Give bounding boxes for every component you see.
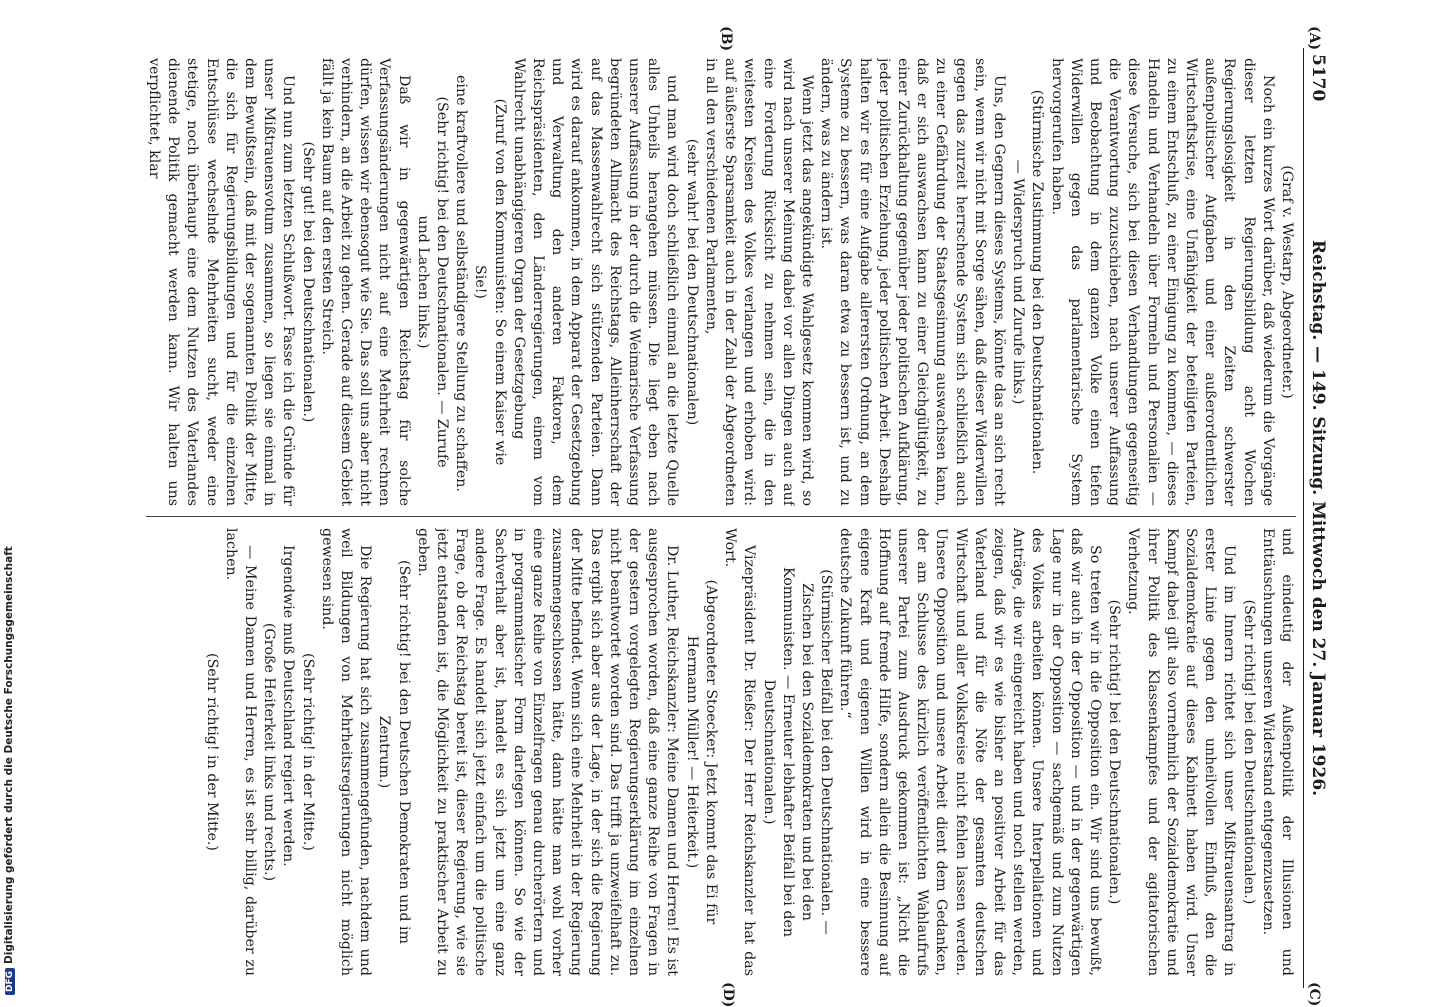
dfg-logo: DFG [5,968,15,995]
speech-paragraph: und eindeutig der Außenpolitik der Illusionen und Enttäuschungen unseren Widerstand entgegenzusetzen. [1259,528,1295,976]
speech-paragraph: Uns, den Gegnern dieses Systems, könnte das an sich recht sein, wenn wir nicht mit Sorge sähen, daß dieser Widerwillen gegen das zurzeit herrschende System sich schließlich auch zu einer Gefährdung der Staatsgesinnung auswachsen kann, daß er sich auswachsen kann zu einer Gleichgültigkeit, zu einer Zurückhaltung gegenüber jeder politischen Aufklärung, jeder politischen Erziehung, jeder politischen Arbeit. Deshalb halten wir es für eine Aufgabe allerersten Ordnung, an dem Systeme zu bessern, was daran etwa zu bessern ist, und zu ändern, was zu ändern ist. [818,58,1007,506]
speech-paragraph: Und im Innern richtet sich unser Mißtrauensantrag in erster Linie gegen den unheilvollen Einfluß, den die Sozialdemokratie auf dieses Kabinett haben wird. Unser Kampf dabei gilt also vornehmlich der Sozialdemokratie und ihrer Politik des Klassenkampfes und der agitatorischen Verhetzung. [1125,528,1238,976]
interjection-remark: (Große Heiterkeit links und rechts.) [261,622,278,882]
speech-paragraph: Wenn jetzt das angekündigte Wahlgesetz kommen wird, so wird nach unserer Meinung dabei vor allen Dingen auch auf eine Forderung Rücksicht zu nehmen sein, die in den weitesten Kreisen des Volkes verlangen und erhoben wird: auf äußerste Sparsamkeit auch in der Zahl der Abgeordneten in all den verschiedenen Parlamenten, [702,58,815,506]
left-column [111,58,1296,506]
page-number: 5170 [1308,54,1328,102]
speech-paragraph: und man wird doch schließlich einmal an die letzte Quelle alles Unheils herangehen müssen. Die liegt eben nach unserer Auffassung in der durch die Weimarische Verfassung begründeten Allmacht des Reichstags, Alleinherrschaft der auf das Massenwahlrecht sich stützenden Parteien. Dann wird es darauf ankommen, in dem Apparat der Gesetzgebung und Verwaltung den anderen Faktoren, dem Reichspräsidenten, den Länderregierungen, einem vom Wahlrecht unabhängigeren Organ der Gesetzgebung [510,58,681,506]
speech-paragraph: — Meine Damen und Herren, es ist sehr billig, darüber zu lachen. [222,528,259,976]
margin-marker-d: (D) [720,982,736,1007]
speech-paragraph: Irgendwie muß Deutschland regiert werden. [280,545,297,867]
speech-paragraph: Und nun zum letzten Schlußwort. Fasse ich die Gründe für unser Mißtrauensvotum zusammen, so liegen sie einmal in dem Bewußtsein, daß mit der sogenannten Politik der Mitte, die sich für Regierungsbildungen und für die einzelnen Entschlüsse wechselnde Mehrheiten sucht, weder eine stetige, noch überhaupt eine dem Nutzen des Vaterlandes dienende Politik gemacht werden kann. Wir halten uns verpflichtet, klar [146,58,297,506]
speech-paragraph: Noch ein kurzes Wort darüber, daß wiederum die Vorgänge dieser letzten Regierungsbildung acht Wochen Regierungslosigkeit in den Zeiten schwerster außenpolitischer Aufgaben und einer außerordentlichen Wirtschaftskrise, eine Unfähigkeit der beteiligten Parteien, zu einem Entschluß, zu einer Einigung zu kommen, — dieses Handeln und Verhandeln über Formeln und Personalien — diese Versuche, sich bei diesen Verhandlungen gegenseitig die Verantwortung zuzuschieben, nach unserer Auffassung und Beobachtung in dem ganzen Volke einen tiefen Widerwillen gegen das parlamentarische System hervorgerufen haben. [1048,58,1276,506]
speech-paragraph: Daß wir in gegenwärtigen Reichstag für solche Verfassungsänderungen nicht auf eine Mehrheit rechnen dürfen, wissen wir ebensogut wie Sie. Das soll uns aber nicht verhindern, an die Arbeit zu gehen. Gerade auf diesem Gebiet fällt ja kein Baum auf den ersten Streich. [318,58,412,506]
page-title: Reichstag. — 149. Sitzung. Mittwoch den 27. Januar 1926. [1308,239,1328,797]
speech-paragraph: So treten wir in die Opposition ein. Wir sind uns bewußt, daß wir auch in der Opposition — und in der gegenwärtigen Lage nur in der Opposition — sachgemäß und zum Nutzen des Volkes arbeiten können. Unsere Interpellationen und Anträge, die wir eingereicht haben und noch stellen werden, zeigen, daß wir es wie bisher an positiver Arbeit für das Vaterland und für die Nöte der gesamten deutschen Wirtschaft und aller Volkskreise nicht fehlen lassen werden. Unsere Opposition und unsere Arbeit dient dem Gedanken, der am Schlusse des kürzlich veröffentlichten Wahlaufrufs unserer Partei zum Ausdruck gekommen ist: „Nicht die Hoffnung auf fremde Hilfe, sondern allein die Besinnung auf eigene Kraft und eigenen Willen wird in eine bessere deutsche Zukunft führen.“ [837,528,1103,976]
interjection-remark: (Sehr richtig! bei den Deutschnationalen.) [1240,599,1257,905]
scanned-page [105,26,1330,1007]
running-head [1303,48,1330,988]
interjection-remark: (Stürmischer Beifall bei den Deutschnationalen. — Zischen bei den Sozialdemokraten und bei den Kommunisten. — Erneuter lebhafter Beifall bei den Deutschnationalen.) [760,567,835,937]
interjection-remark: (Zuruf von den Kommunisten: So einem Kaiser wie Sie!) [472,98,508,466]
column-divider [146,516,1296,517]
funding-credit [3,546,15,995]
funding-credit-sidebar [2,0,20,1000]
interjection-remark: (sehr wahr! bei den Deutschnationalen) [683,138,700,426]
interjection-remark: (Sehr richtig! bei den Deutschnationalen. — Zurufe und Lachen links.) [414,96,451,468]
interjection-remark: (Sehr richtig! in der Mitte.) [203,653,220,851]
speech-paragraph: eine kraftvollere und selbständigere Stellung zu schaffen. [453,75,470,492]
interjection-remark: (Sehr richtig! bei den Deutschen Demokraten und im Zentrum.) [376,560,412,944]
right-column [111,528,1296,976]
margin-marker-b: (B) [718,26,734,52]
interjection-remark: (Sehr richtig! bei den Deutschnationalen.) [1106,599,1123,905]
interjection-remark: (Sehr gut! bei den Deutschnationalen.) [299,141,316,423]
margin-marker-a: (A) [1306,26,1322,51]
speech-paragraph: Die Regierung hat sich zusammengefunden, nachdem und weil Bildungen von Mehrheitsregierungen nicht möglich gewesen sind. [318,528,374,976]
margin-marker-c: (C) [1306,982,1322,1007]
funding-credit-text: Digitalisierung gefördert durch die Deutsche Forschungsgemeinschaft [3,546,15,964]
interjection-remark: (Abgeordneter Stoecker: Jetzt kommt das Ei für Hermann Müller! — Heiterkeit.) [683,579,719,925]
speech-paragraph: Vizepräsident Dr. Rießer: Der Herr Reichskanzler hat das Wort. [722,528,758,976]
speech-paragraph: Dr. Luther, Reichskanzler: Meine Damen und Herren! Es ist ausgesprochen worden, daß eine ganze Reihe von Fragen in der gestern vorgelegten Regierungserklärung im einzelnen nicht beantwortet worden sind. Das trifft ja unzweifelhaft zu. Das ergibt sich aber aus der Lage, in der sich die Regierung der Mitte befindet. Wenn sich eine Mehrheit in der Regierung zusammengeschlossen hätte, dann hätte man wohl vorher eine ganze Reihe von Einzelfragen genau durcherörtern und in programmatischer Form darlegen können. So wie der Sachverhalt aber ist, handelt es sich jetzt um eine ganz andere Frage. Es handelt sich jetzt einfach um die politische Frage, ob der Reichstag bereit ist, dieser Regierung, wie sie jetzt entstanden ist, die Möglichkeit zu praktischer Arbeit zu geben. [414,528,681,976]
interjection-remark: (Stürmische Zustimmung bei den Deutschnationalen. — Widerspruch und Zurufe links.) [1010,89,1046,475]
interjection-remark: (Graf v. Westarp, Abgeordneter.) [1279,165,1295,399]
interjection-remark: (Sehr richtig! in der Mitte.) [299,653,316,851]
